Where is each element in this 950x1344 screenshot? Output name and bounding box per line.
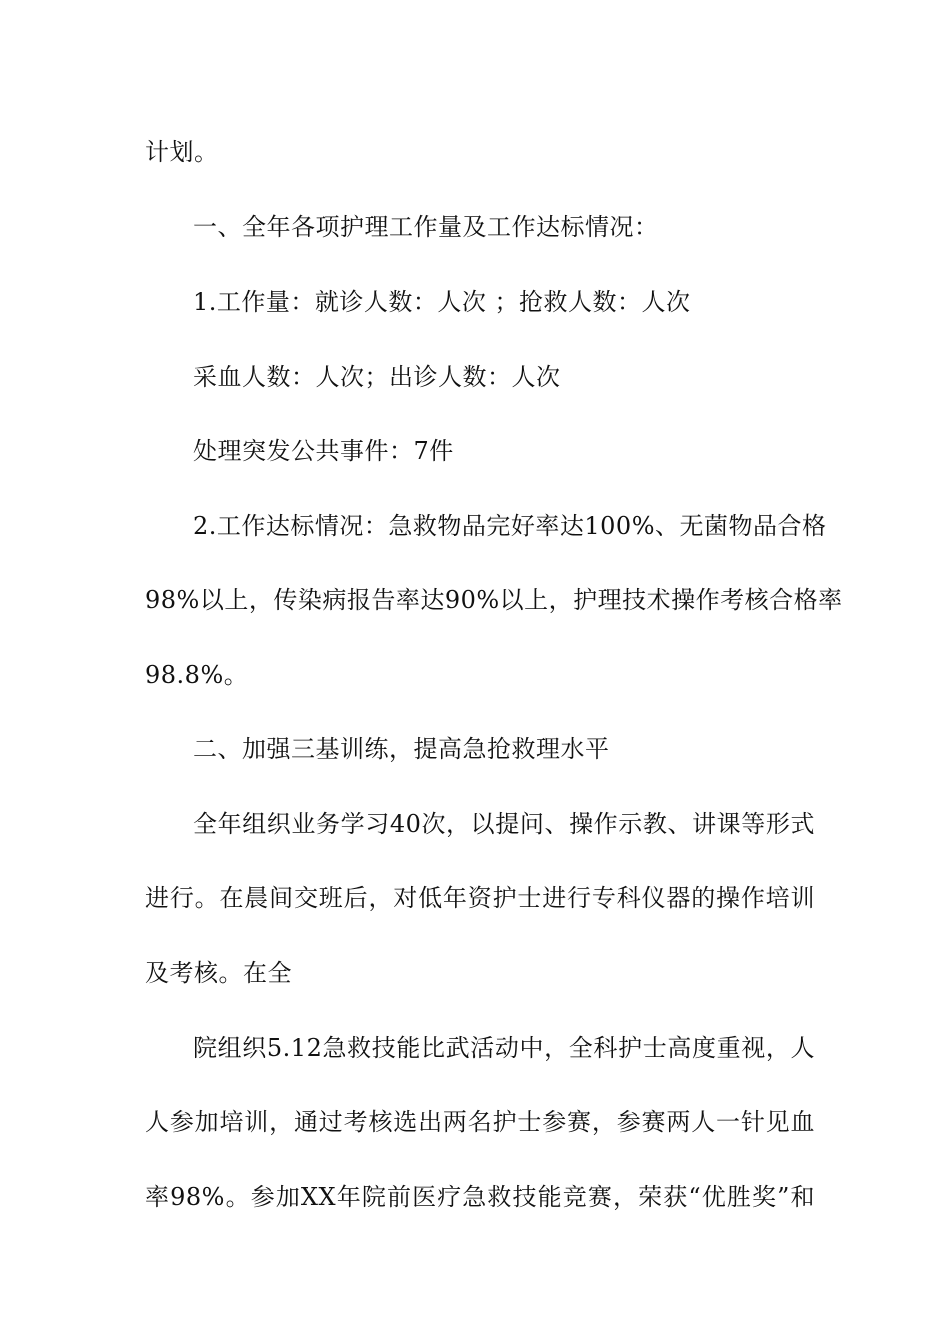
text-line: 全年组织业务学习40次，以提问、操作示教、讲课等形式 [193,810,815,838]
text-line: 率98%。参加XX年院前医疗急救技能竞赛，荣获“优胜奖”和 [145,1183,815,1211]
section-heading: 一、全年各项护理工作量及工作达标情况： [193,213,659,241]
text-line: 98%以上，传染病报告率达90%以上，护理技术操作考核合格率 [145,586,843,614]
text-line: 院组织5.12急救技能比武活动中，全科护士高度重视，人 [193,1034,815,1062]
text-line: 及考核。在全 [145,959,292,987]
text-line: 98.8%。 [145,661,249,689]
text-line: 处理突发公共事件：7件 [193,437,454,465]
text-line: 2.工作达标情况：急救物品完好率达100%、无菌物品合格 [193,512,827,540]
text-line: 采血人数：人次；出诊人数：人次 [193,363,561,391]
text-line: 人参加培训，通过考核选出两名护士参赛，参赛两人一针见血 [145,1108,815,1136]
text-line: 计划。 [145,138,219,166]
section-heading: 二、加强三基训练，提高急抢救理水平 [193,735,610,763]
text-line: 1.工作量：就诊人数：人次 ；抢救人数：人次 [193,288,691,316]
text-line: 进行。在晨间交班后，对低年资护士进行专科仪器的操作培训 [145,884,815,912]
